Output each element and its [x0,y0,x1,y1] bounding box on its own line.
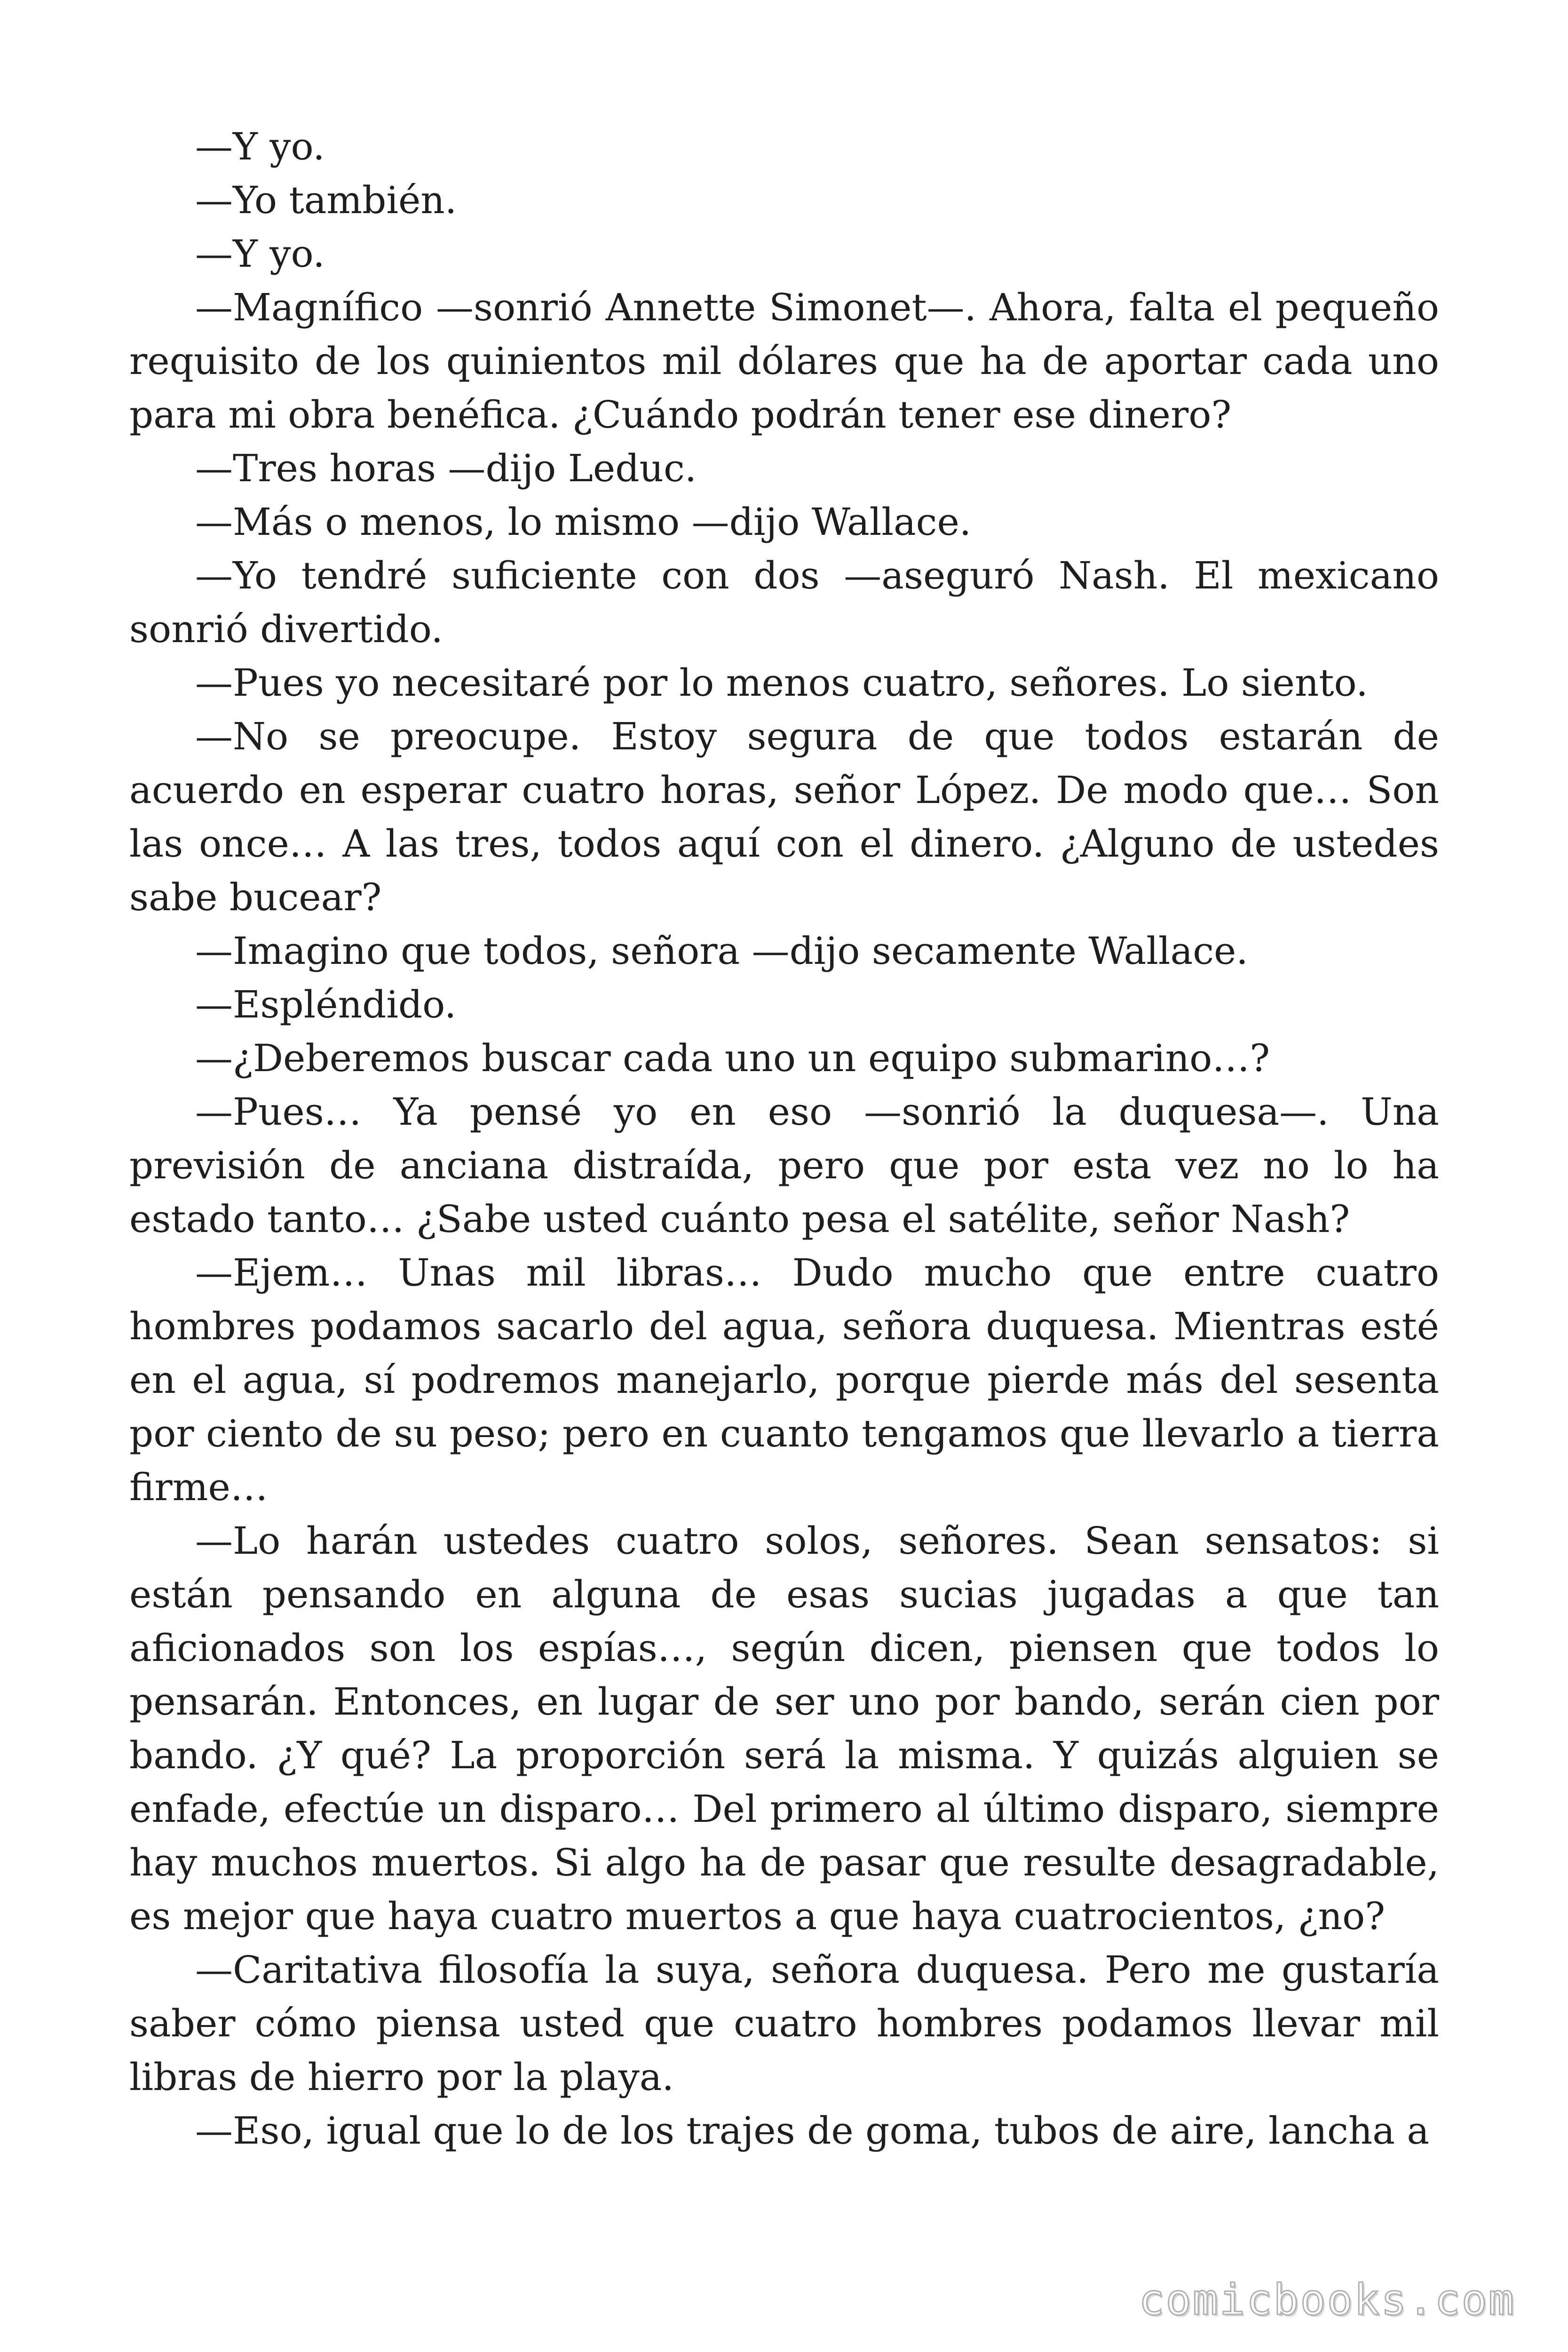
paragraph: —No se preocupe. Estoy segura de que todos estarán de acuerdo en esperar cuatro horas, señor López. De modo que… Son las once… A las tres, todos aquí con el dinero. ¿Alguno de ustedes sabe bucear? [129,715,1439,919]
paragraph: —Yo también. [195,178,457,222]
paragraph: —Pues… Ya pensé yo en eso —sonrió la duquesa—. Una previsión de anciana distraída, pero que por esta vez no lo ha estado tanto… ¿Sabe usted cuánto pesa el satélite, señor Nash? [129,1090,1439,1241]
paragraph: —Eso, igual que lo de los trajes de goma, tubos de aire, lancha a [195,2109,1430,2153]
paragraph: —Y yo. [195,232,325,276]
body-text [129,120,1439,2158]
paragraph: —Más o menos, lo mismo —dijo Wallace. [195,500,972,544]
paragraph: —¿Deberemos buscar cada uno un equipo submarino…? [195,1036,1270,1080]
paragraph: —Pues yo necesitaré por lo menos cuatro, señores. Lo siento. [195,661,1368,705]
paragraph: —Espléndido. [195,983,457,1026]
paragraph: —Caritativa filosofía la suya, señora duquesa. Pero me gustaría saber cómo piensa usted que cuatro hombres podamos llevar mil libras de hierro por la playa. [129,1948,1439,2099]
paragraph: —Imagino que todos, señora —dijo secamente Wallace. [195,929,1248,973]
paragraph: —Magnífico —sonrió Annette Simonet—. Ahora, falta el pequeño requisito de los quinientos mil dólares que ha de aportar cada uno para mi obra benéfica. ¿Cuándo podrán tener ese dinero? [129,286,1439,437]
paragraph: —Lo harán ustedes cuatro solos, señores. Sean sensatos: si están pensando en alguna de esas sucias jugadas a que tan aficionados son los espías…, según dicen, piensen que todos lo pensarán. Entonces, en lugar de ser uno por bando, serán cien por bando. ¿Y qué? La proporción será la misma. Y quizás alguien se enfade, efectúe un disparo… Del primero al último disparo, siempre hay muchos muertos. Si algo ha de pasar que resulte desagradable, es mejor que haya cuatro muertos a que haya cuatrocientos, ¿no? [129,1519,1439,1938]
paragraph: —Yo tendré suficiente con dos —aseguró Nash. El mexicano sonrió divertido. [129,554,1439,651]
paragraph: —Tres horas —dijo Leduc. [195,446,697,490]
paragraph: —Ejem… Unas mil libras… Dudo mucho que entre cuatro hombres podamos sacarlo del agua, señora duquesa. Mientras esté en el agua, sí podremos manejarlo, porque pierde más del sesenta por ciento de su peso; pero en cuanto tengamos que llevarlo a tierra firme… [129,1251,1439,1509]
watermark: comicbooks.com [1139,2275,1515,2325]
paragraph: —Y yo. [195,125,325,168]
